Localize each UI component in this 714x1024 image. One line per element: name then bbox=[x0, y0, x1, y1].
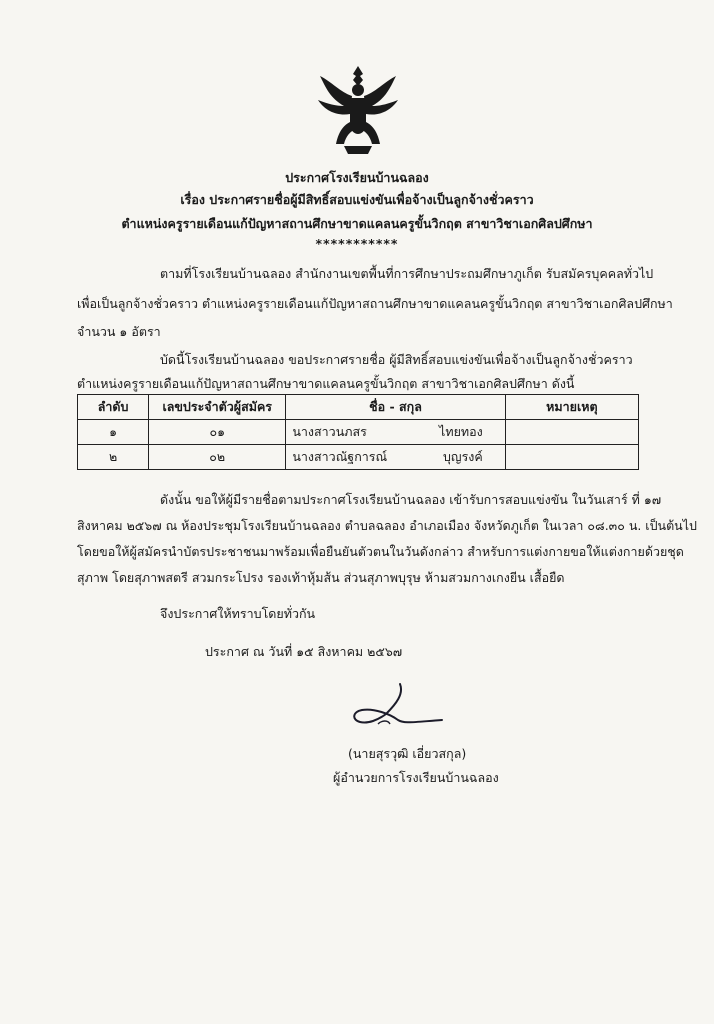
para2-line1: บัดนี้โรงเรียนบ้านฉลอง ขอประกาศรายชื่อ ผู้มีสิทธิ์สอบแข่งขันเพื่อจ้างเป็นลูกจ้างชั่วคราว bbox=[160, 352, 633, 367]
para3-line1: ดังนั้น ขอให้ผู้มีรายชื่อตามประกาศโรงเรียนบ้านฉลอง เข้ารับการสอบแข่งขัน ในวันเสาร์ ที่ ๑๗ bbox=[160, 492, 662, 507]
header-remark: หมายเหตุ bbox=[505, 395, 638, 420]
row-full-name bbox=[286, 445, 505, 470]
row-order: ๒ bbox=[78, 445, 149, 470]
row-applicant-id: ๐๑ bbox=[149, 420, 286, 445]
announcement-position: ตำแหน่งครูรายเดือนแก้ปัญหาสถานศึกษาขาดแคลนครูขั้นวิกฤต สาขาวิชาเอกศิลปศึกษา bbox=[121, 216, 593, 231]
candidate-table bbox=[77, 394, 639, 470]
garuda-emblem-icon bbox=[310, 62, 406, 158]
header-applicant-id: เลขประจำตัวผู้สมัคร bbox=[149, 395, 286, 420]
row-remark bbox=[505, 420, 638, 445]
row-full-name bbox=[286, 420, 505, 445]
date-line: ประกาศ ณ วันที่ ๑๕ สิงหาคม ๒๕๖๗ bbox=[205, 644, 403, 659]
row-applicant-id: ๐๒ bbox=[149, 445, 286, 470]
para1-line1: ตามที่โรงเรียนบ้านฉลอง สำนักงานเขตพื้นที่การศึกษาประถมศึกษาภูเก็ต รับสมัครบุคคลทั่วไป bbox=[160, 266, 654, 281]
table-row bbox=[78, 420, 639, 445]
table-row bbox=[78, 445, 639, 470]
signer-title: ผู้อำนวยการโรงเรียนบ้านฉลอง bbox=[333, 770, 499, 785]
closing-text: จึงประกาศให้ทราบโดยทั่วกัน bbox=[160, 606, 316, 621]
header-divider: *********** bbox=[315, 236, 399, 251]
row-last-name: ไทยทอง bbox=[439, 424, 483, 439]
para1-line3: จำนวน ๑ อัตรา bbox=[77, 324, 161, 339]
para1-line2: เพื่อเป็นลูกจ้างชั่วคราว ตำแหน่งครูรายเดือนแก้ปัญหาสถานศึกษาขาดแคลนครูขั้นวิกฤต สาขาวิชาเอกศิลปศึกษา bbox=[77, 296, 673, 311]
header-order: ลำดับ bbox=[78, 395, 149, 420]
announcement-title: ประกาศโรงเรียนบ้านฉลอง bbox=[285, 170, 429, 185]
header-full-name: ชื่อ - สกุล bbox=[286, 395, 505, 420]
para3-line2: สิงหาคม ๒๕๖๗ ณ ห้องประชุมโรงเรียนบ้านฉลอง ตำบลฉลอง อำเภอเมือง จังหวัดภูเก็ต ในเวลา ๐๘.๓๐ น. เป็นต้นไป bbox=[77, 518, 697, 533]
row-last-name: บุญรงค์ bbox=[442, 449, 483, 464]
row-order: ๑ bbox=[78, 420, 149, 445]
row-first-name: นางสาวณัฐการณ์ bbox=[292, 449, 388, 464]
row-first-name: นางสาวนภสร bbox=[292, 424, 367, 439]
para3-line4: สุภาพ โดยสุภาพสตรี สวมกระโปรง รองเท้าหุ้มส้น ส่วนสุภาพบุรุษ ห้ามสวมกางเกงยีน เสื้อยืด bbox=[77, 570, 565, 585]
announcement-subject: เรื่อง ประกาศรายชื่อผู้มีสิทธิ์สอบแข่งขันเพื่อจ้างเป็นลูกจ้างชั่วคราว bbox=[180, 192, 534, 207]
row-remark bbox=[505, 445, 638, 470]
table-header-row bbox=[78, 395, 639, 420]
para3-line3: โดยขอให้ผู้สมัครนำบัตรประชาชนมาพร้อมเพื่อยืนยันตัวตนในวันดังกล่าว สำหรับการแต่งกายขอให้แต่งกายด้วยชุด bbox=[77, 544, 684, 559]
para2-line2: ตำแหน่งครูรายเดือนแก้ปัญหาสถานศึกษาขาดแคลนครูขั้นวิกฤต สาขาวิชาเอกศิลปศึกษา ดังนี้ bbox=[77, 376, 575, 391]
signer-name: (นายสุรวุฒิ เอี่ยวสกุล) bbox=[348, 746, 467, 761]
signature-icon bbox=[338, 680, 448, 740]
